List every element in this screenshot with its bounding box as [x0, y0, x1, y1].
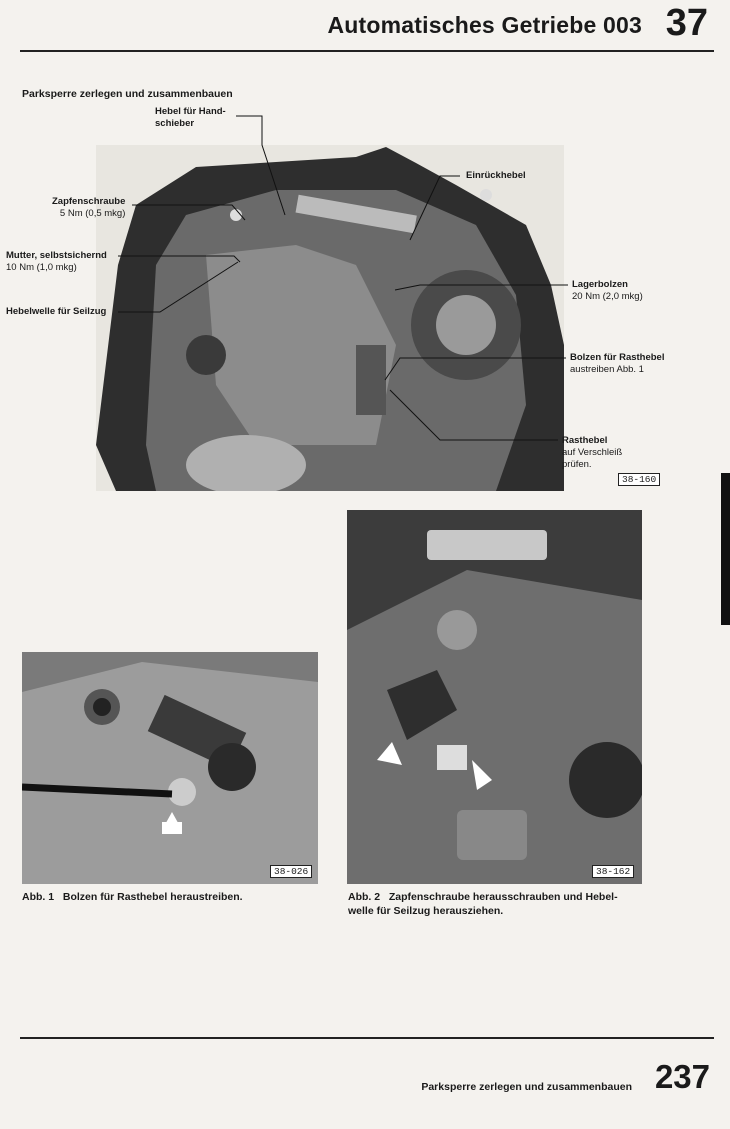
chapter-number: 37 — [665, 2, 708, 44]
figure-2-caption: Abb. 2 Zapfenschraube herausschrauben und Hebel- welle für Seilzug herausziehen. — [348, 891, 618, 917]
label-bolzen-rasthebel: Bolzen für Rasthebel austreiben Abb. 1 — [570, 352, 665, 375]
chapter-title: Automatisches Getriebe 003 — [327, 12, 642, 38]
figure-ref-1: 38-026 — [270, 865, 312, 878]
label-rasthebel: Rasthebel auf Verschleiß prüfen. — [562, 435, 623, 470]
label-einrueckhebel: Einrückhebel — [466, 170, 526, 181]
footer-section-title: Parksperre zerlegen und zusammenbauen — [421, 1081, 632, 1093]
footer-rule — [20, 1037, 714, 1039]
label-mutter: Mutter, selbstsichernd 10 Nm (1,0 mkg) — [6, 250, 107, 273]
label-lagerbolzen: Lagerbolzen 20 Nm (2,0 mkg) — [572, 279, 643, 302]
thumb-index-tab — [721, 473, 730, 625]
figure-1-caption: Abb. 1 Bolzen für Rasthebel heraustreiben. — [22, 891, 243, 903]
label-hebelwelle: Hebelwelle für Seilzug — [6, 306, 107, 317]
label-zapfenschraube: Zapfenschraube 5 Nm (0,5 mkg) — [52, 196, 126, 219]
figure-ref-2: 38-162 — [592, 865, 634, 878]
figure-1-photo — [22, 652, 318, 884]
page-number: 237 — [654, 1058, 710, 1095]
label-hebel-handschieber: Hebel für Hand- schieber — [155, 106, 226, 129]
section-title: Parksperre zerlegen und zusammenbauen — [22, 88, 233, 100]
figure-ref-main: 38-160 — [618, 473, 660, 486]
figure-2-photo — [347, 510, 642, 884]
